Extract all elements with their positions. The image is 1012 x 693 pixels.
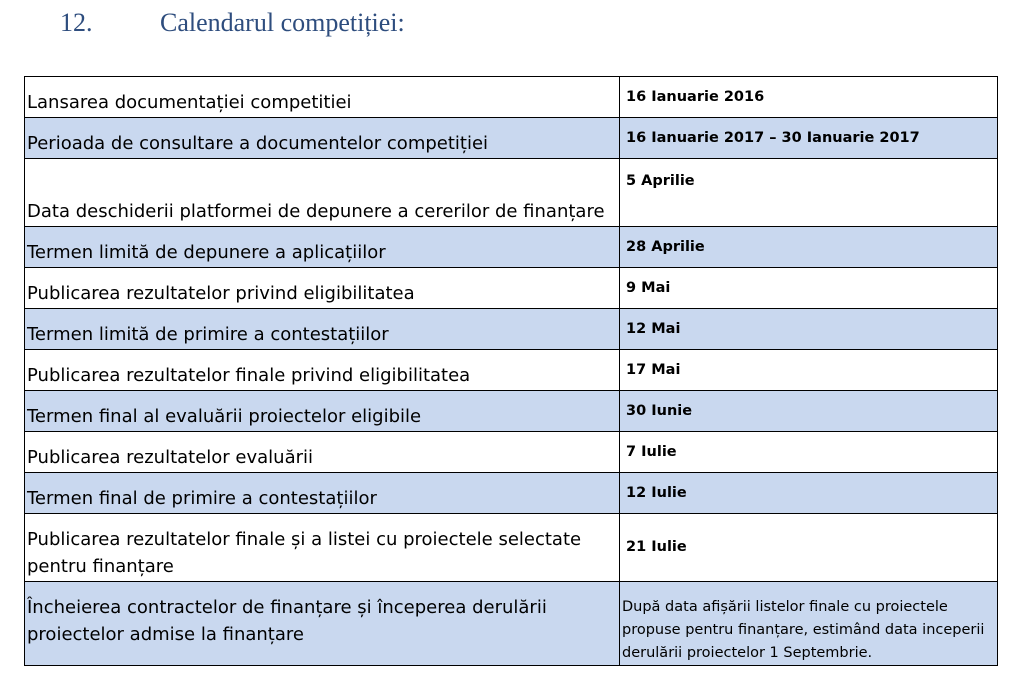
- row-label: Publicarea rezultatelor finale și a listei cu proiectele selectate pentru finanțare: [25, 514, 620, 582]
- row-value: 17 Mai: [620, 350, 998, 391]
- table-row: [25, 350, 998, 391]
- row-label: Termen final al evaluării proiectelor eligibile: [25, 391, 620, 432]
- row-value: 12 Iulie: [620, 473, 998, 514]
- section-heading: [60, 8, 405, 38]
- table-row: [25, 159, 998, 227]
- row-value: 16 Ianuarie 2016: [620, 77, 998, 118]
- row-value: 30 Iunie: [620, 391, 998, 432]
- row-label: Publicarea rezultatelor evaluării: [25, 432, 620, 473]
- row-label: Termen limită de primire a contestațiilor: [25, 309, 620, 350]
- row-label: Termen final de primire a contestațiilor: [25, 473, 620, 514]
- row-value: 16 Ianuarie 2017 – 30 Ianuarie 2017: [620, 118, 998, 159]
- row-label: Încheierea contractelor de finanțare și începerea derulării proiectelor admise la finanțare: [25, 582, 620, 666]
- row-value: 21 Iulie: [620, 514, 998, 582]
- competition-calendar-table: [24, 76, 998, 666]
- row-value: 9 Mai: [620, 268, 998, 309]
- table-row: [25, 391, 998, 432]
- table-row: [25, 582, 998, 666]
- section-number: 12.: [60, 8, 93, 37]
- table-row: [25, 309, 998, 350]
- table-row: [25, 227, 998, 268]
- row-value-cell: [620, 159, 998, 227]
- row-label: Lansarea documentației competitiei: [25, 77, 620, 118]
- table-row: [25, 514, 998, 582]
- section-title: Calendarul competiției:: [160, 8, 405, 37]
- table-row: [25, 77, 998, 118]
- table-row: [25, 118, 998, 159]
- table-row: [25, 473, 998, 514]
- row-label: Publicarea rezultatelor finale privind eligibilitatea: [25, 350, 620, 391]
- table-row: [25, 268, 998, 309]
- row-label: Perioada de consultare a documentelor competiției: [25, 118, 620, 159]
- row-label: Publicarea rezultatelor privind eligibilitatea: [25, 268, 620, 309]
- row-value: 5 Aprilie: [626, 173, 695, 189]
- row-value: După data afișării listelor finale cu proiectele propuse pentru finanțare, estimând data inceperii derulării proiectelor 1 Septembrie.: [620, 582, 998, 666]
- row-label: Termen limită de depunere a aplicațiilor: [25, 227, 620, 268]
- row-value: 12 Mai: [620, 309, 998, 350]
- row-value: 7 Iulie: [620, 432, 998, 473]
- table-row: [25, 432, 998, 473]
- row-label: Data deschiderii platformei de depunere a cererilor de finanțare: [25, 159, 620, 227]
- row-value: 28 Aprilie: [620, 227, 998, 268]
